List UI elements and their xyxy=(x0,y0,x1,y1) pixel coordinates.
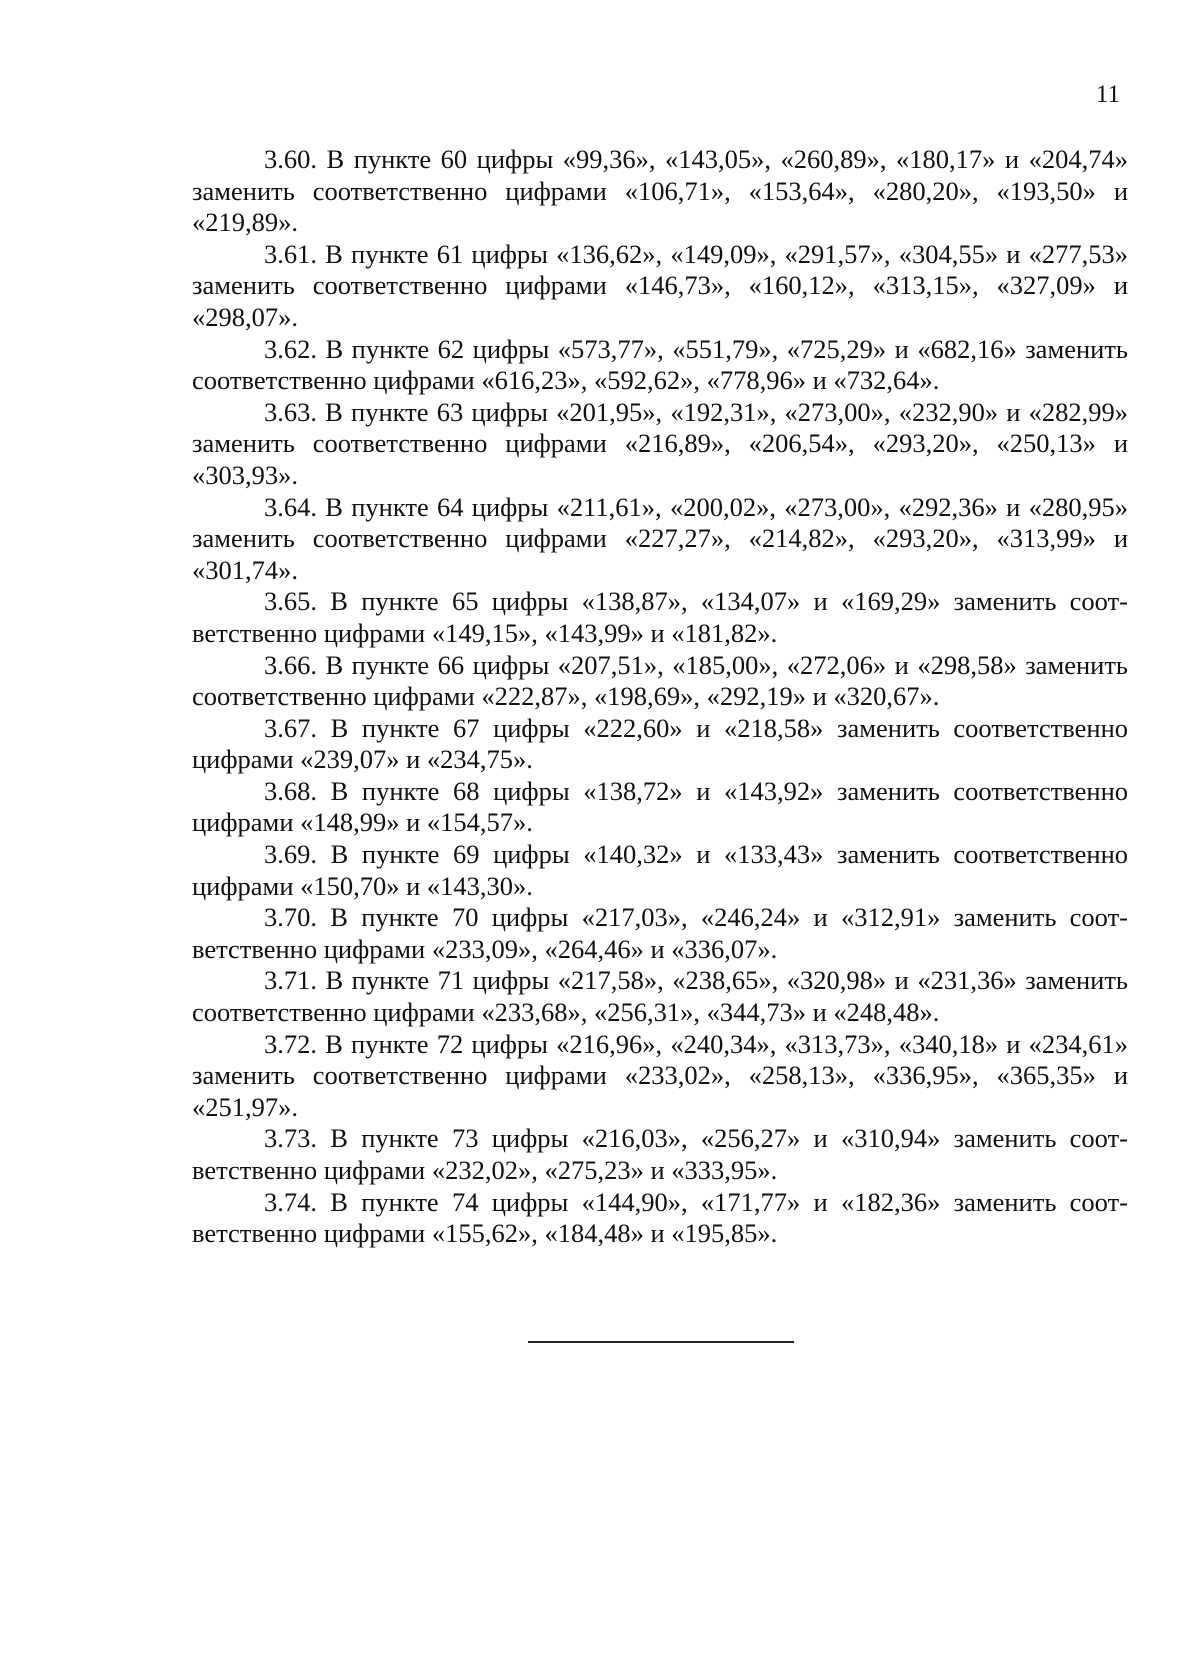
paragraph-3-60: 3.60. В пункте 60 цифры «99,36», «143,05», «260,89», «180,17» и «204,74» заменить соответственно цифрами «106,71», «153,64», «280,20», «193,50» и «219,89». xyxy=(192,144,1128,238)
paragraph-3-68: 3.68. В пункте 68 цифры «138,72» и «143,92» заменить соответственно цифрами «148,99» и «154,57». xyxy=(192,775,1128,838)
paragraph-3-65: 3.65. В пункте 65 цифры «138,87», «134,07» и «169,29» заменить соответственно цифрами «149,15», «143,99» и «181,82». xyxy=(192,586,1128,648)
paragraph-3-61: 3.61. В пункте 61 цифры «136,62», «149,09», «291,57», «304,55» и «277,53» заменить соответственно цифрами «146,73», «160,12», «313,15», «327,09» и «298,07». xyxy=(192,238,1128,332)
amendments-body xyxy=(192,144,1128,1250)
paragraph-3-67: 3.67. В пункте 67 цифры «222,60» и «218,58» заменить соответственно цифрами «239,07» и «234,75». xyxy=(192,712,1128,775)
paragraph-3-69: 3.69. В пункте 69 цифры «140,32» и «133,43» заменить соответственно цифрами «150,70» и «143,30». xyxy=(192,839,1128,901)
end-rule-divider xyxy=(528,1341,794,1343)
paragraph-3-64: 3.64. В пункте 64 цифры «211,61», «200,02», «273,00», «292,36» и «280,95» заменить соответственно цифрами «227,27», «214,82», «293,20», «313,99» и «301,74». xyxy=(192,491,1128,585)
paragraph-3-73: 3.73. В пункте 73 цифры «216,03», «256,27» и «310,94» заменить соответственно цифрами «232,02», «275,23» и «333,95». xyxy=(192,1123,1128,1185)
paragraph-3-71: 3.71. В пункте 71 цифры «217,58», «238,65», «320,98» и «231,36» заменить соответственно цифрами «233,68», «256,31», «344,73» и «248,48». xyxy=(192,965,1128,1028)
paragraph-3-70: 3.70. В пункте 70 цифры «217,03», «246,24» и «312,91» заменить соответственно цифрами «233,09», «264,46» и «336,07». xyxy=(192,902,1128,964)
paragraph-3-72: 3.72. В пункте 72 цифры «216,96», «240,34», «313,73», «340,18» и «234,61» заменить соответственно цифрами «233,02», «258,13», «336,95», «365,35» и «251,97». xyxy=(192,1028,1128,1122)
paragraph-3-66: 3.66. В пункте 66 цифры «207,51», «185,00», «272,06» и «298,58» заменить соответственно цифрами «222,87», «198,69», «292,19» и «320,67». xyxy=(192,649,1128,712)
page-number: 11 xyxy=(1095,81,1120,108)
paragraph-3-62: 3.62. В пункте 62 цифры «573,77», «551,79», «725,29» и «682,16» заменить соответственно цифрами «616,23», «592,62», «778,96» и «732,64». xyxy=(192,333,1128,396)
paragraph-3-63: 3.63. В пункте 63 цифры «201,95», «192,31», «273,00», «232,90» и «282,99» заменить соответственно цифрами «216,89», «206,54», «293,20», «250,13» и «303,93». xyxy=(192,396,1128,490)
paragraph-3-74: 3.74. В пункте 74 цифры «144,90», «171,77» и «182,36» заменить соответственно цифрами «155,62», «184,48» и «195,85». xyxy=(192,1186,1128,1249)
